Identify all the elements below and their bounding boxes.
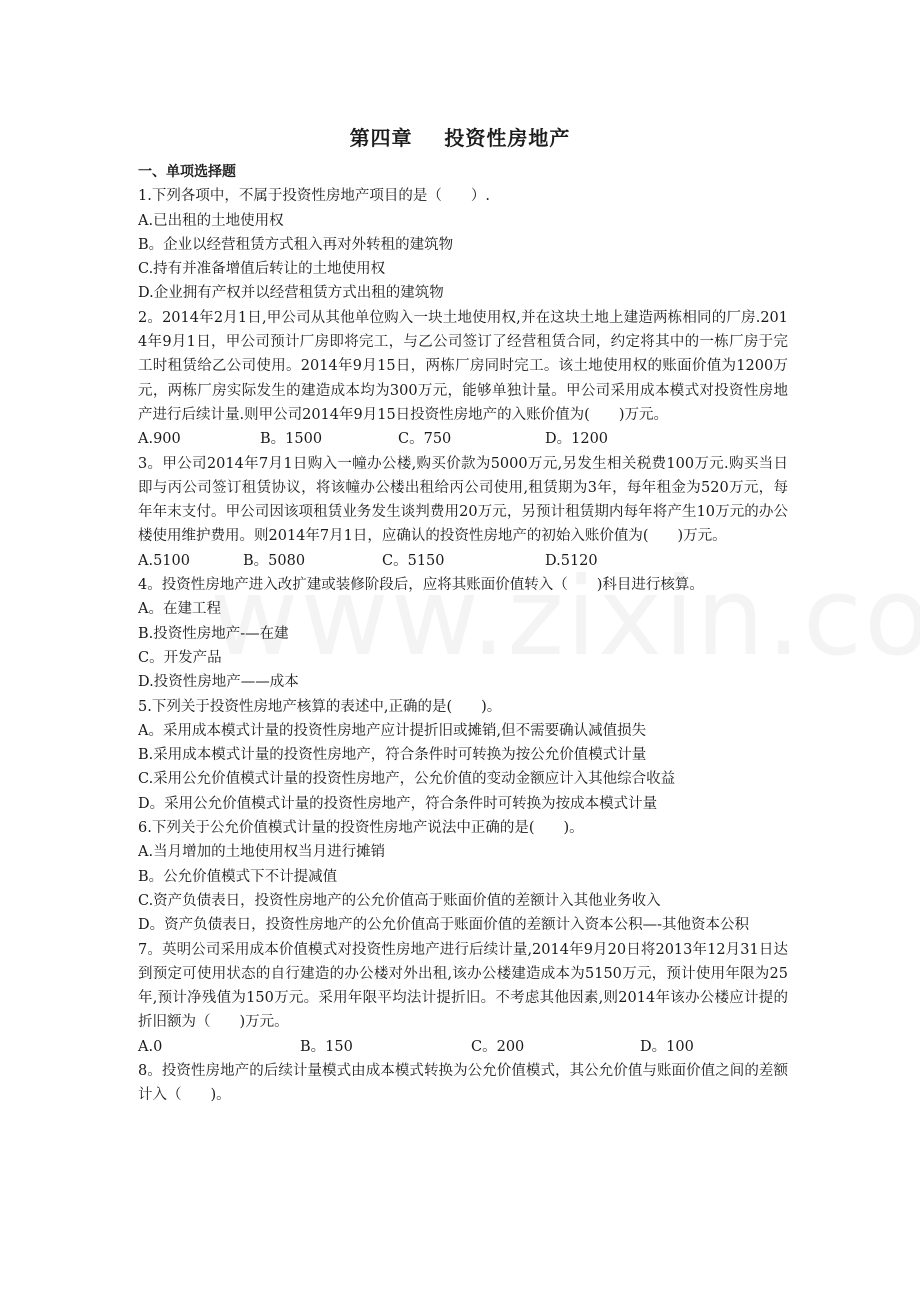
options-row [138,1035,788,1059]
option-c: C。5150 [382,552,445,569]
question-4 [138,573,788,694]
question-stem: 8。投资性房地产的后续计量模式由成本模式转换为公允价值模式，其公允价值与账面价值之间的差额计入（ )。 [138,1062,788,1104]
option-b: B.投资性房地产-—在建 [138,625,289,642]
option-d: D。100 [640,1038,694,1055]
question-2 [138,306,788,452]
question-stem: 3。甲公司2014年7月1日购入一幢办公楼,购买价款为5000万元,另发生相关税费100万元.购买当日即与丙公司签订租赁协议，将该幢办公楼出租给丙公司使用,租赁期为3年，每年租金为520万元，每年年末支付。甲公司因该项租赁业务发生谈判费用20万元，另预计租赁期内每年将产生10万元的办公楼使用维护费用。则2014年7月1日，应确认的投资性房地产的初始入账价值为( )万元。 [138,455,788,545]
question-1 [138,184,788,305]
option-c: C.持有并准备增值后转让的土地使用权 [138,261,386,278]
option-a: A。采用成本模式计量的投资性房地产应计提折旧或摊销,但不需要确认减值损失 [138,722,647,739]
question-3 [138,452,788,573]
option-a: A.0 [138,1038,163,1055]
options-row [138,549,788,573]
option-c: C。开发产品 [138,649,222,666]
option-b: B.采用成本模式计量的投资性房地产，符合条件时可转换为按公允价值模式计量 [138,747,647,764]
question-stem: 6.下列关于公允价值模式计量的投资性房地产说法中正确的是( )。 [138,820,584,837]
option-b: B。150 [300,1038,353,1055]
option-d: D。采用公允价值模式计量的投资性房地产，符合条件时可转换为按成本模式计量 [138,795,658,812]
question-5 [138,695,788,816]
question-6 [138,816,788,937]
options-row [138,427,788,451]
option-a: A.当月增加的土地使用权当月进行摊销 [138,844,386,861]
option-a: A.5100 [138,552,190,569]
option-b: B。公允价值模式下不计提减值 [138,868,338,885]
question-stem: 4。投资性房地产进入改扩建或装修阶段后，应将其账面价值转入（ )科目进行核算。 [138,577,704,594]
option-d: D。资产负债表日，投资性房地产的公允价值高于账面价值的差额计入资本公积—-其他资本公积 [138,917,750,934]
option-b: B。企业以经营租赁方式租入再对外转租的建筑物 [138,236,454,253]
document-body [138,160,788,1108]
question-7 [138,938,788,1059]
section-heading: 一、单项选择题 [138,164,236,180]
option-d: D。1200 [545,431,609,448]
question-stem: 7。英明公司采用成本价值模式对投资性房地产进行后续计量,2014年9月20日将2013年12月31日达到预定可使用状态的自行建造的办公楼对外出租,该办公楼建造成本为5150万元，预计使用年限为25年,预计净残值为150万元。采用年限平均法计提折旧。不考虑其他因素,则2014年该办公楼应计提的折旧额为（ )万元。 [138,941,788,1031]
question-stem: 1.下列各项中，不属于投资性房地产项目的是（ ）. [138,188,490,205]
option-a: A.900 [138,431,181,448]
chapter-title: 第四章 投资性房地产 [349,126,571,150]
question-stem: 5.下列关于投资性房地产核算的表述中,正确的是( )。 [138,698,502,715]
option-d: D.投资性房地产——成本 [138,674,299,691]
option-a: A。在建工程 [138,601,221,618]
option-d: D.企业拥有产权并以经营租赁方式出租的建筑物 [138,285,444,302]
question-8 [138,1059,788,1108]
option-d: D.5120 [545,552,598,569]
question-stem: 2。2014年2月1日,甲公司从其他单位购入一块土地使用权,并在这块土地上建造两栋相同的厂房.2014年9月1日，甲公司预计厂房即将完工，与乙公司签订了经营租赁合同，约定将其中的一栋厂房于完工时租赁给乙公司使用。2014年9月15日，两栋厂房同时完工。该土地使用权的账面价值为1200万元，两栋厂房实际发生的建造成本均为300万元，能够单独计量。甲公司采用成本模式对投资性房地产进行后续计量.则甲公司2014年9月15日投资性房地产的入账价值为( )万元。 [138,309,788,423]
option-c: C。200 [471,1038,525,1055]
option-b: B。5080 [243,552,306,569]
option-c: C.资产负债表日，投资性房地产的公允价值高于账面价值的差额计入其他业务收入 [138,892,661,909]
option-b: B。1500 [260,431,323,448]
option-a: A.已出租的土地使用权 [138,212,284,229]
option-c: C。750 [398,431,452,448]
option-c: C.采用公允价值模式计量的投资性房地产，公允价值的变动金额应计入其他综合收益 [138,771,676,788]
